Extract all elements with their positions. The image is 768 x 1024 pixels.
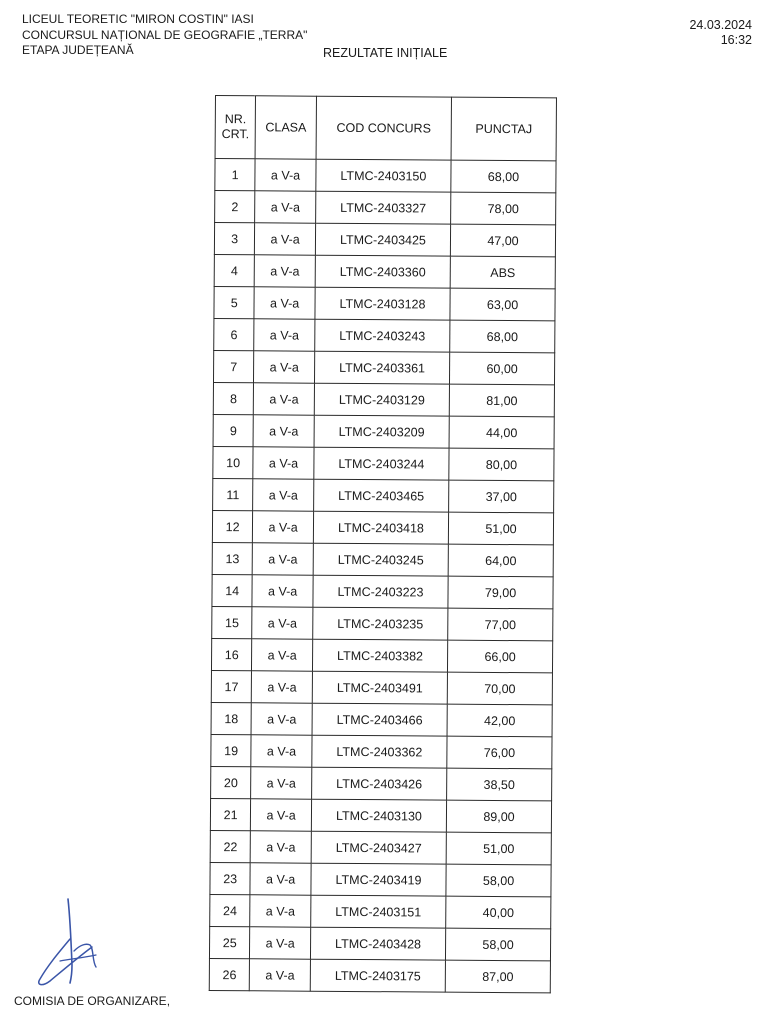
cell-punctaj: 60,00 xyxy=(450,352,555,385)
cell-nr-crt: 13 xyxy=(212,542,253,574)
cell-punctaj: 68,00 xyxy=(451,160,556,193)
cell-clasa: a V-a xyxy=(253,479,314,511)
cell-clasa: a V-a xyxy=(253,447,314,479)
cell-nr-crt: 21 xyxy=(210,798,251,830)
table-row xyxy=(213,478,554,512)
cell-cod-concurs: LTMC-2403427 xyxy=(311,831,446,864)
table-row xyxy=(212,510,553,544)
cell-punctaj: 64,00 xyxy=(448,544,553,577)
cell-clasa: a V-a xyxy=(253,511,314,543)
cell-punctaj: 68,00 xyxy=(450,320,555,353)
cell-punctaj: 58,00 xyxy=(446,864,551,897)
table-row xyxy=(213,382,554,416)
cell-nr-crt: 15 xyxy=(212,606,253,638)
cell-nr-crt: 2 xyxy=(215,191,256,223)
cell-nr-crt: 26 xyxy=(209,958,250,990)
cell-nr-crt: 9 xyxy=(213,414,254,446)
cell-nr-crt: 22 xyxy=(210,830,251,862)
cell-cod-concurs: LTMC-2403150 xyxy=(316,159,451,192)
table-row xyxy=(211,670,552,704)
cell-clasa: a V-a xyxy=(255,159,316,191)
cell-cod-concurs: LTMC-2403491 xyxy=(312,671,447,704)
cell-nr-crt: 12 xyxy=(212,510,253,542)
table-row xyxy=(215,191,556,225)
table-row xyxy=(214,254,555,288)
cell-cod-concurs: LTMC-2403243 xyxy=(315,319,450,352)
cell-clasa: a V-a xyxy=(251,735,312,767)
document-time: 16:32 xyxy=(720,33,752,47)
cell-nr-crt: 11 xyxy=(213,478,254,510)
cell-cod-concurs: LTMC-2403128 xyxy=(315,287,450,320)
cell-clasa: a V-a xyxy=(254,351,315,383)
table-row xyxy=(211,638,552,672)
cell-punctaj: 80,00 xyxy=(449,448,554,481)
cell-cod-concurs: LTMC-2403245 xyxy=(313,543,448,576)
stage-name: ETAPA JUDEȚEANĂ xyxy=(22,43,134,57)
cell-nr-crt: 6 xyxy=(214,318,255,350)
table-row xyxy=(210,862,551,896)
cell-clasa: a V-a xyxy=(252,575,313,607)
cell-clasa: a V-a xyxy=(250,959,311,991)
header-cod-concurs: COD CONCURS xyxy=(316,96,452,160)
cell-nr-crt: 4 xyxy=(214,254,255,286)
cell-cod-concurs: LTMC-2403209 xyxy=(314,415,449,448)
cell-nr-crt: 18 xyxy=(211,702,252,734)
cell-clasa: a V-a xyxy=(255,191,316,223)
table-row xyxy=(209,926,550,960)
cell-nr-crt: 20 xyxy=(211,766,252,798)
cell-cod-concurs: LTMC-2403130 xyxy=(311,799,446,832)
cell-cod-concurs: LTMC-2403419 xyxy=(311,863,446,896)
table-row xyxy=(211,702,552,736)
cell-cod-concurs: LTMC-2403428 xyxy=(310,927,445,960)
cell-punctaj: 44,00 xyxy=(449,416,554,449)
cell-punctaj: 38,50 xyxy=(447,768,552,801)
cell-punctaj: 42,00 xyxy=(447,704,552,737)
cell-cod-concurs: LTMC-2403465 xyxy=(313,479,448,512)
cell-punctaj: 58,00 xyxy=(446,928,551,961)
cell-clasa: a V-a xyxy=(255,255,316,287)
table-row xyxy=(214,223,555,257)
cell-punctaj: 47,00 xyxy=(450,224,555,257)
cell-clasa: a V-a xyxy=(252,543,313,575)
cell-punctaj: 79,00 xyxy=(448,576,553,609)
cell-nr-crt: 14 xyxy=(212,574,253,606)
cell-cod-concurs: LTMC-2403244 xyxy=(314,447,449,480)
school-name: LICEUL TEORETIC "MIRON COSTIN" IASI xyxy=(22,12,254,26)
cell-clasa: a V-a xyxy=(255,223,316,255)
cell-punctaj: 51,00 xyxy=(448,512,553,545)
cell-nr-crt: 19 xyxy=(211,734,252,766)
cell-cod-concurs: LTMC-2403327 xyxy=(315,191,450,224)
cell-punctaj: 70,00 xyxy=(447,672,552,705)
organizing-commission: COMISIA DE ORGANIZARE, xyxy=(14,994,171,1008)
cell-punctaj: 63,00 xyxy=(450,288,555,321)
cell-nr-crt: 17 xyxy=(211,670,252,702)
cell-cod-concurs: LTMC-2403223 xyxy=(313,575,448,608)
table-row xyxy=(211,766,552,800)
cell-cod-concurs: LTMC-2403466 xyxy=(312,703,447,736)
table-row xyxy=(209,958,550,992)
cell-punctaj: 81,00 xyxy=(449,384,554,417)
cell-clasa: a V-a xyxy=(253,415,314,447)
cell-clasa: a V-a xyxy=(254,383,315,415)
cell-clasa: a V-a xyxy=(250,927,311,959)
cell-clasa: a V-a xyxy=(250,863,311,895)
table-row xyxy=(212,542,553,576)
table-row xyxy=(210,894,551,928)
table-row xyxy=(211,734,552,768)
header-nr-crt: NR. CRT. xyxy=(215,96,256,159)
cell-clasa: a V-a xyxy=(251,767,312,799)
cell-cod-concurs: LTMC-2403382 xyxy=(312,639,447,672)
cell-nr-crt: 24 xyxy=(210,894,251,926)
cell-cod-concurs: LTMC-2403418 xyxy=(313,511,448,544)
cell-punctaj: 77,00 xyxy=(448,608,553,641)
cell-cod-concurs: LTMC-2403360 xyxy=(315,255,450,288)
cell-cod-concurs: LTMC-2403361 xyxy=(314,351,449,384)
cell-punctaj: 89,00 xyxy=(446,800,551,833)
cell-cod-concurs: LTMC-2403129 xyxy=(314,383,449,416)
cell-punctaj: 51,00 xyxy=(446,832,551,865)
cell-clasa: a V-a xyxy=(252,671,313,703)
cell-nr-crt: 8 xyxy=(213,382,254,414)
table-header-row xyxy=(215,96,556,161)
table-row xyxy=(215,159,556,193)
table-row xyxy=(210,830,551,864)
cell-punctaj: 78,00 xyxy=(451,192,556,225)
document-date: 24.03.2024 xyxy=(689,18,752,32)
cell-clasa: a V-a xyxy=(254,319,315,351)
header-punctaj: PUNCTAJ xyxy=(451,97,556,161)
cell-punctaj: 76,00 xyxy=(447,736,552,769)
cell-punctaj: 87,00 xyxy=(445,960,550,993)
contest-name: CONCURSUL NAȚIONAL DE GEOGRAFIE „TERRA" xyxy=(22,28,308,42)
table-row xyxy=(213,446,554,480)
signature xyxy=(30,895,110,990)
cell-clasa: a V-a xyxy=(250,831,311,863)
table-row xyxy=(214,318,555,352)
results-table xyxy=(209,95,557,993)
header-clasa: CLASA xyxy=(255,96,316,159)
cell-nr-crt: 7 xyxy=(213,350,254,382)
document-title: REZULTATE INIȚIALE xyxy=(323,46,448,60)
cell-nr-crt: 3 xyxy=(214,223,255,255)
cell-nr-crt: 25 xyxy=(209,926,250,958)
table-row xyxy=(213,350,554,384)
cell-cod-concurs: LTMC-2403151 xyxy=(311,895,446,928)
table-row xyxy=(214,286,555,320)
table-row xyxy=(210,798,551,832)
cell-clasa: a V-a xyxy=(251,703,312,735)
cell-punctaj: 40,00 xyxy=(446,896,551,929)
table-body xyxy=(209,159,556,993)
cell-nr-crt: 23 xyxy=(210,862,251,894)
cell-nr-crt: 1 xyxy=(215,159,256,191)
table-row xyxy=(212,606,553,640)
cell-cod-concurs: LTMC-2403425 xyxy=(315,223,450,256)
cell-punctaj: 66,00 xyxy=(448,640,553,673)
cell-clasa: a V-a xyxy=(252,607,313,639)
cell-cod-concurs: LTMC-2403175 xyxy=(310,959,445,992)
cell-nr-crt: 5 xyxy=(214,286,255,318)
cell-nr-crt: 16 xyxy=(211,638,252,670)
cell-punctaj: ABS xyxy=(450,256,555,289)
table-row xyxy=(212,574,553,608)
cell-clasa: a V-a xyxy=(250,895,311,927)
cell-clasa: a V-a xyxy=(254,287,315,319)
table-row xyxy=(213,414,554,448)
cell-punctaj: 37,00 xyxy=(449,480,554,513)
cell-nr-crt: 10 xyxy=(213,446,254,478)
cell-cod-concurs: LTMC-2403426 xyxy=(311,767,446,800)
cell-clasa: a V-a xyxy=(251,799,312,831)
cell-cod-concurs: LTMC-2403235 xyxy=(313,607,448,640)
cell-cod-concurs: LTMC-2403362 xyxy=(312,735,447,768)
cell-clasa: a V-a xyxy=(252,639,313,671)
